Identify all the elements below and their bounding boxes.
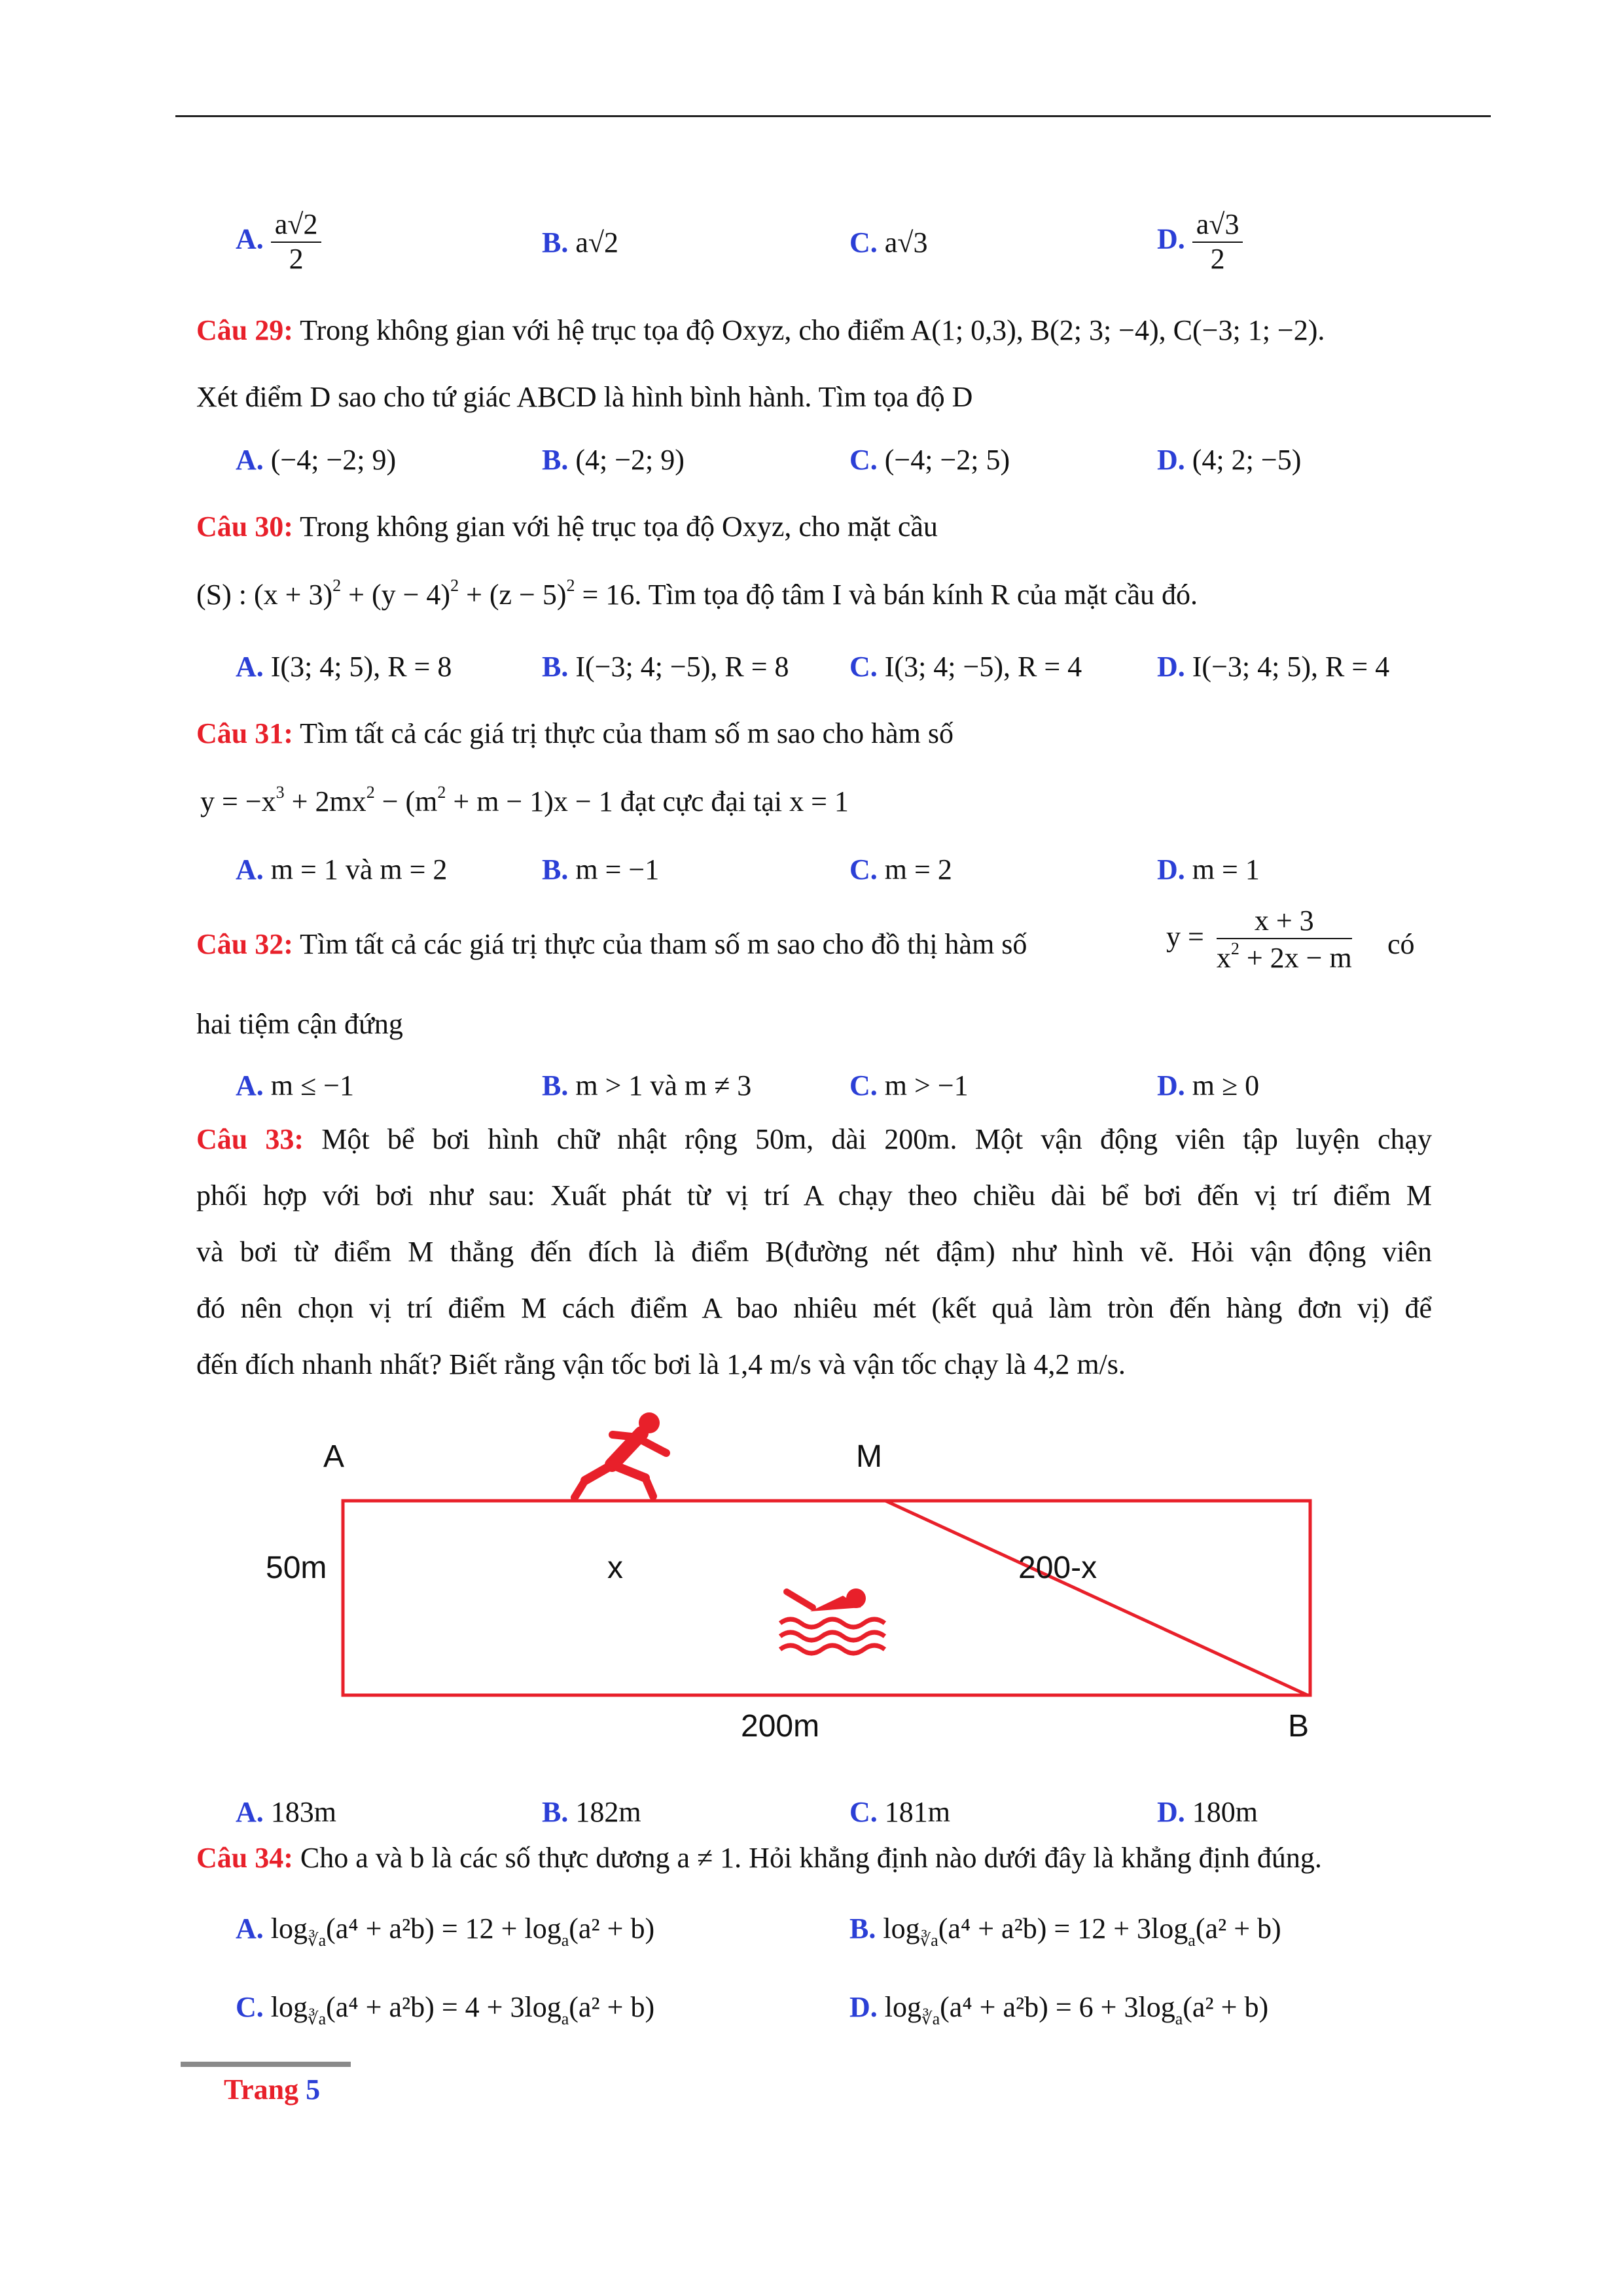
q29-option-a	[236, 444, 396, 477]
q33-option-a	[236, 1796, 336, 1829]
function-formula	[200, 785, 613, 817]
q34-line1	[196, 1842, 1322, 1875]
option-label: B.	[542, 444, 569, 476]
exponent: 2	[566, 576, 575, 595]
q31-option-a	[236, 853, 447, 887]
log-base: ∛a	[308, 2009, 327, 2028]
option-text: I(−3; 4; −5), R = 8	[575, 651, 789, 683]
pool-rectangle	[343, 1501, 1310, 1695]
eq-part: (S) : (x + 3)	[196, 579, 333, 611]
log-text: log	[270, 1912, 308, 1945]
q28-option-a	[236, 208, 321, 276]
eq-part: − (m	[374, 785, 438, 817]
q29-option-b	[542, 444, 685, 477]
option-label: D.	[849, 1991, 878, 2023]
numerator: a√2	[271, 208, 322, 243]
option-text: I(−3; 4; 5), R = 4	[1192, 651, 1390, 683]
option-rhs: = 12 + log	[441, 1912, 562, 1945]
q30-option-d	[1157, 651, 1389, 684]
question-label: Câu 33:	[196, 1123, 304, 1155]
point-a-label: A	[323, 1439, 345, 1474]
numerator: x + 3	[1217, 905, 1352, 939]
q30-option-c	[849, 651, 1082, 684]
q30-option-a	[236, 651, 452, 684]
q34-option-d	[849, 1991, 1268, 2029]
q29-option-d	[1157, 444, 1301, 477]
option-label: C.	[849, 651, 878, 683]
numerator: a√3	[1192, 208, 1243, 243]
page-footer	[224, 2073, 320, 2107]
eq-part: y = −x	[200, 785, 276, 817]
option-label: D.	[1157, 853, 1185, 886]
length-label: 200m	[741, 1709, 820, 1744]
q30-line2	[196, 576, 1198, 612]
option-label: A.	[236, 223, 264, 255]
q32-option-b	[542, 1069, 751, 1103]
footer-word: Trang	[224, 2073, 299, 2106]
exponent: 2	[366, 783, 375, 802]
log-base: a	[1175, 2009, 1183, 2028]
log-text: log	[884, 1991, 922, 2023]
option-label: B.	[542, 853, 569, 886]
sphere-equation	[196, 576, 635, 611]
option-label: C.	[849, 444, 878, 476]
question-text: Trong không gian với hệ trục tọa độ Oxyz, cho mặt cầu	[300, 511, 938, 543]
fraction	[1192, 208, 1243, 276]
question-text: Tìm tất cả các giá trị thực của tham số m sao cho đồ thị hàm số	[300, 928, 1027, 960]
footer-rule	[181, 2062, 351, 2067]
option-label: D.	[1157, 444, 1185, 476]
log-text: log	[883, 1912, 920, 1945]
eq-part: + (y − 4)	[341, 579, 451, 611]
question-text: đạt cực đại tại x = 1	[613, 785, 849, 817]
fraction	[271, 208, 322, 276]
question-text: . Tìm tọa độ tâm I và bán kính R của mặt cầu đó.	[634, 579, 1198, 611]
option-label: A.	[236, 1912, 264, 1945]
option-label: B.	[542, 1069, 569, 1102]
log-argument: (a² + b)	[1183, 1991, 1269, 2023]
log-argument: (a⁴ + a²b)	[326, 1991, 435, 2023]
option-text: 182m	[575, 1796, 641, 1828]
option-label: D.	[1157, 1069, 1185, 1102]
option-text: 181m	[884, 1796, 951, 1828]
q31-line1	[196, 717, 954, 751]
option-text: m ≤ −1	[270, 1069, 354, 1102]
option-text: m = 2	[884, 853, 952, 886]
exponent: 2	[450, 576, 459, 595]
option-label: D.	[1157, 223, 1185, 255]
q32-option-d	[1157, 1069, 1259, 1103]
q31-option-b	[542, 853, 659, 887]
q31-option-d	[1157, 853, 1260, 887]
option-text: (4; −2; 9)	[575, 444, 685, 476]
option-label: A.	[236, 1069, 264, 1102]
option-label: B.	[849, 1912, 876, 1945]
denominator	[1217, 939, 1352, 975]
log-base: ∛a	[308, 1931, 327, 1950]
q28-option-b	[542, 226, 618, 260]
log-argument: (a⁴ + a²b)	[326, 1912, 435, 1945]
log-text: log	[270, 1991, 308, 2023]
option-label: C.	[849, 1069, 878, 1102]
question-label: Câu 32:	[196, 928, 293, 960]
pool-figure	[249, 1407, 1374, 1774]
q30-option-b	[542, 651, 789, 684]
eq-part: x	[1216, 941, 1231, 974]
question-label: Câu 29:	[196, 314, 293, 346]
log-base: ∛a	[919, 1931, 938, 1950]
q32-function	[1166, 905, 1352, 975]
q33-line5: đến đích nhanh nhất? Biết rằng vận tốc bơi là 1,4 m/s và vận tốc chạy là 4,2 m/s.	[196, 1348, 1126, 1380]
log-base: a	[561, 2009, 569, 2028]
option-text: (4; 2; −5)	[1192, 444, 1302, 476]
q32-option-a	[236, 1069, 354, 1103]
question-text: Cho a và b là các số thực dương a ≠ 1. Hỏi khẳng định nào dưới đây là khẳng định đúng.	[300, 1842, 1322, 1874]
option-text: m > 1 và m ≠ 3	[575, 1069, 752, 1102]
swimmer-icon	[780, 1588, 885, 1653]
option-text: 180m	[1192, 1796, 1258, 1828]
eq-part: + 2x − m	[1239, 941, 1352, 974]
option-label: A.	[236, 444, 264, 476]
option-label: C.	[236, 1991, 264, 2023]
option-text: m = 1	[1192, 853, 1260, 886]
point-b-label: B	[1288, 1709, 1310, 1744]
q31-line2	[200, 783, 849, 819]
q34-option-c	[236, 1991, 654, 2029]
question-text: Một bể bơi hình chữ nhật rộng 50m, dài 200m. Một vận động viên tập luyện chạy	[321, 1123, 1433, 1155]
q33-line1	[196, 1123, 1432, 1157]
swim-path-line	[885, 1501, 1308, 1695]
option-rhs: = 12 + 3log	[1054, 1912, 1188, 1945]
option-text: (−4; −2; 5)	[884, 444, 1010, 476]
eq-part: = 16	[575, 579, 635, 611]
option-text: I(3; 4; −5), R = 4	[884, 651, 1082, 683]
q28-option-d	[1157, 208, 1243, 276]
log-argument: (a⁴ + a²b)	[938, 1912, 1047, 1945]
option-text: a√2	[575, 226, 619, 259]
option-label: D.	[1157, 651, 1185, 683]
q33-line4: đó nên chọn vị trí điểm M cách điểm A bao nhiêu mét (kết quả làm tròn đến hàng đơn vị) để	[196, 1292, 1432, 1324]
header-rule	[175, 115, 1491, 117]
option-text: m = −1	[575, 853, 660, 886]
option-label: C.	[849, 226, 878, 259]
fraction	[1217, 905, 1352, 975]
option-label: C.	[849, 853, 878, 886]
point-m-label: M	[856, 1439, 882, 1474]
option-text: a√3	[884, 226, 928, 259]
q33-option-b	[542, 1796, 641, 1829]
q34-option-b	[849, 1912, 1281, 1950]
q32-line1	[196, 928, 1027, 961]
width-label: 50m	[266, 1551, 327, 1585]
question-text: Trong không gian với hệ trục tọa độ Oxyz, cho điểm A(1; 0,3), B(2; 3; −4), C(−3; 1; −2).	[300, 314, 1325, 346]
runner-icon	[575, 1412, 666, 1498]
option-rhs: = 6 + 3log	[1055, 1991, 1175, 2023]
option-text: (−4; −2; 9)	[270, 444, 397, 476]
eq-part: + m − 1)x − 1	[446, 785, 613, 817]
log-argument: (a⁴ + a²b)	[940, 1991, 1048, 2023]
page-number: 5	[306, 2073, 321, 2106]
q33-line3: và bơi từ điểm M thẳng đến đích là điểm B(đường nét đậm) như hình vẽ. Hỏi vận động viên	[196, 1236, 1432, 1268]
log-base: ∛a	[921, 2009, 940, 2028]
q28-option-c	[849, 226, 927, 260]
option-text: 183m	[270, 1796, 337, 1828]
question-label: Câu 31:	[196, 717, 293, 749]
q29-line2: Xét điểm D sao cho tứ giác ABCD là hình bình hành. Tìm tọa độ D	[196, 381, 973, 413]
log-argument: (a² + b)	[569, 1912, 655, 1945]
option-label: C.	[849, 1796, 878, 1828]
q30-line1	[196, 511, 938, 544]
question-label: Câu 34:	[196, 1842, 293, 1874]
option-text: m ≥ 0	[1192, 1069, 1260, 1102]
option-label: B.	[542, 651, 569, 683]
eq-part: + 2mx	[284, 785, 366, 817]
q33-option-d	[1157, 1796, 1258, 1829]
q33-line2: phối hợp với bơi như sau: Xuất phát từ vị trí A chạy theo chiều dài bể bơi đến vị trí điểm M	[196, 1179, 1432, 1211]
question-text: Tìm tất cả các giá trị thực của tham số m sao cho hàm số	[300, 717, 954, 749]
q34-option-a	[236, 1912, 654, 1950]
exponent: 2	[1230, 939, 1240, 958]
q29-option-c	[849, 444, 1010, 477]
exponent: 2	[332, 576, 342, 595]
option-text: m = 1 và m = 2	[270, 853, 448, 886]
option-label: A.	[236, 1796, 264, 1828]
q33-option-c	[849, 1796, 950, 1829]
exponent: 3	[276, 783, 285, 802]
question-label: Câu 30:	[196, 511, 293, 543]
log-argument: (a² + b)	[1195, 1912, 1281, 1945]
option-text: I(3; 4; 5), R = 8	[270, 651, 452, 683]
y-equals: y =	[1166, 920, 1204, 953]
log-argument: (a² + b)	[569, 1991, 655, 2023]
denominator: 2	[1210, 242, 1225, 275]
option-label: B.	[542, 1796, 569, 1828]
q29-line1	[196, 314, 1325, 348]
option-label: A.	[236, 853, 264, 886]
q32-option-c	[849, 1069, 969, 1103]
q32-tail: có	[1387, 928, 1415, 960]
q32-line2: hai tiệm cận đứng	[196, 1008, 403, 1040]
option-label: D.	[1157, 1796, 1185, 1828]
log-base: a	[1188, 1931, 1196, 1950]
option-label: A.	[236, 651, 264, 683]
denominator: 2	[289, 242, 304, 275]
log-base: a	[561, 1931, 569, 1950]
x-label: x	[607, 1551, 623, 1585]
eq-part: + (z − 5)	[459, 579, 567, 611]
option-label: B.	[542, 226, 569, 259]
remainder-label: 200-x	[1018, 1551, 1097, 1585]
option-text: m > −1	[884, 1069, 969, 1102]
exponent: 2	[437, 783, 446, 802]
option-rhs: = 4 + 3log	[441, 1991, 562, 2023]
q31-option-c	[849, 853, 952, 887]
